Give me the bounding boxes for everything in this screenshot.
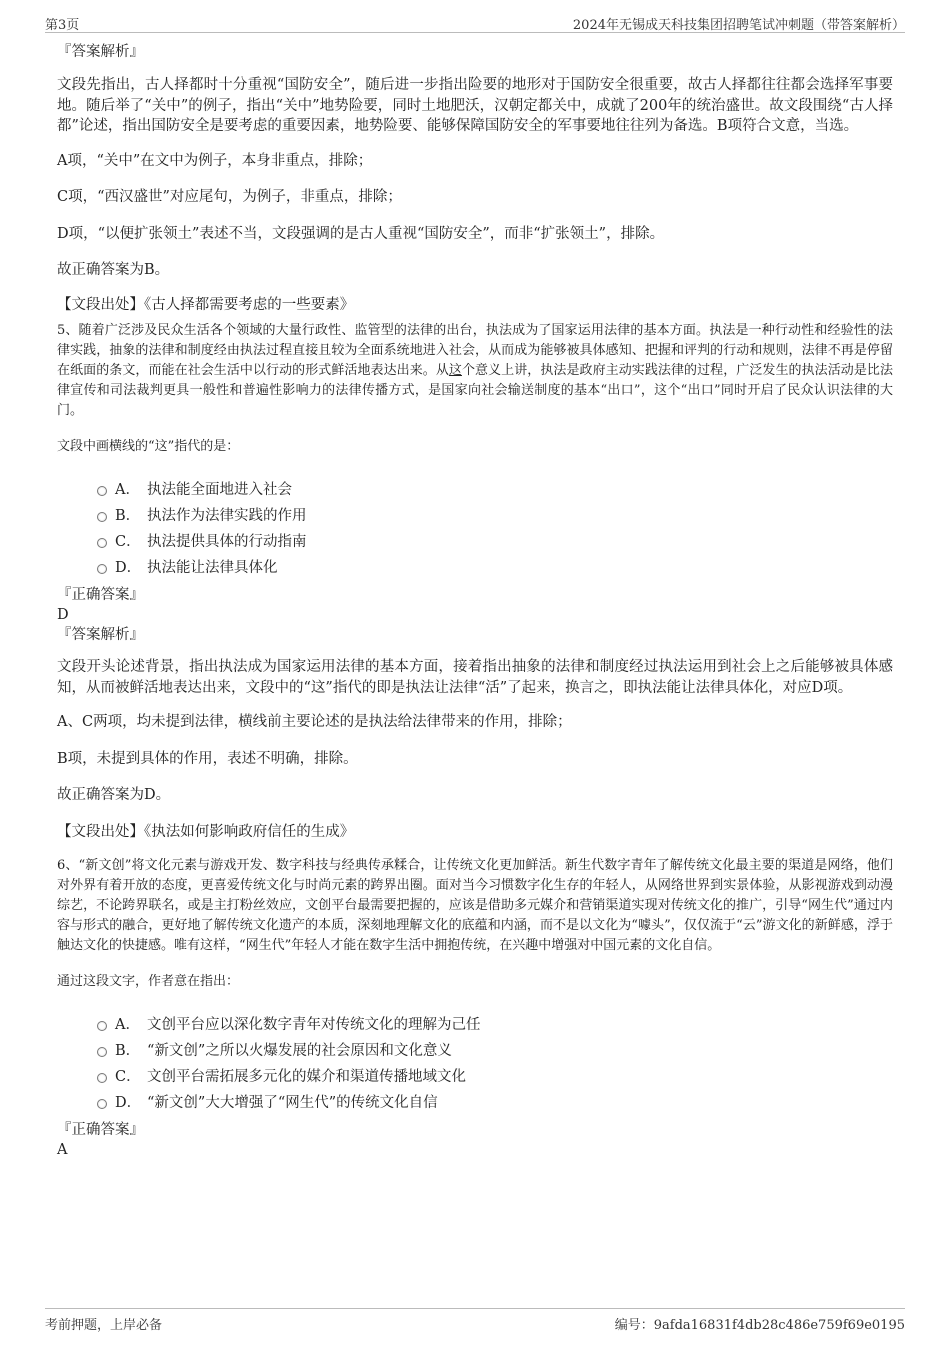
option-c[interactable]: C． 文创平台需拓展多元化的媒介和渠道传播地域文化 [57,1064,893,1090]
option-a[interactable]: A． 执法能全面地进入社会 [57,477,893,503]
analysis-line: 故正确答案为D。 [57,787,171,803]
analysis-line: B项，未提到具体的作用，表述不明确，排除。 [57,750,358,767]
radio-icon[interactable] [97,538,107,548]
question-6-options [57,1012,893,1116]
underlined-word: 这 [448,363,462,378]
radio-icon[interactable] [97,1047,107,1057]
radio-icon[interactable] [97,512,107,522]
document-title: 2024年无锡成天科技集团招聘笔试冲刺题（带答案解析） [572,18,905,33]
analysis-text: 文段先指出，古人择都时十分重视“国防安全”，随后进一步指出险要的地形对于国防安全很重要，故古人择都往往都会选择军事要地。随后举了“关中”的例子，指出“关中”地势险要，同时土地肥沃，汉朝定都关中，成就了200年的统治盛世。故文段围绕“古人择都”论述，指出国防安全是要考虑的重要因素，地势险要、能够保障国防安全的军事要地往往列为备选。B项符合文意，当选。 [57,77,893,134]
option-b[interactable]: B． 执法作为法律实践的作用 [57,503,893,529]
question-6-prompt: 通过这段文字，作者意在指出： [57,974,240,989]
correct-answer-label: 『正确答案』 [57,1122,144,1138]
page-footer [45,1308,905,1333]
analysis-line: A、C两项，均未提到法律，横线前主要论述的是执法给法律带来的作用，排除； [57,714,572,730]
analysis-label: 『答案解析』 [57,627,144,643]
option-a[interactable]: A． 文创平台应以深化数字青年对传统文化的理解为己任 [57,1012,893,1038]
correct-answer: D [57,607,69,623]
footer-slogan: 考前押题，上岸必备 [45,1318,163,1333]
question-5-options [57,477,893,581]
analysis-line: C项，“西汉盛世”对应尾句，为例子，非重点，排除； [57,189,402,205]
document-id: 编号：9afda16831f4db28c486e759f69e0195 [614,1318,905,1333]
analysis-line: D项，“以便扩张领土”表述不当，文段强调的是古人重视“国防安全”，而非“扩张领土”，排除。 [57,225,665,242]
page-number: 第3页 [45,18,80,33]
correct-answer: A [57,1142,68,1158]
analysis-text: 文段开头论述背景，指出执法成为国家运用法律的基本方面，接着指出抽象的法律和制度经过执法运用到社会上之后能够被具体感知，从而被鲜活地表达出来，文段中的“这”指代的即是执法让法律“活”了起来，换言之，即执法能让法律具体化，对应D项。 [57,659,893,696]
analysis-line: 故正确答案为B。 [57,262,170,278]
analysis-line: A项，“关中”在文中为例子，本身非重点，排除； [57,152,373,169]
option-c[interactable]: C． 执法提供具体的行动指南 [57,529,893,555]
radio-icon[interactable] [97,1021,107,1031]
radio-icon[interactable] [97,486,107,496]
radio-icon[interactable] [97,1073,107,1083]
option-d[interactable]: D． “新文创”大大增强了“网生代”的传统文化自信 [57,1090,893,1116]
option-d[interactable]: D． 执法能让法律具体化 [57,555,893,581]
source-citation: 【文段出处】《古人择都需要考虑的一些要素》 [57,296,355,313]
question-5-text: 5、随着广泛涉及民众生活各个领域的大量行政性、监管型的法律的出台，执法成为了国家运用法律的基本方面。执法是一种行动性和经验性的法律实践，抽象的法律和制度经由执法过程直接且较为全面系统地进入社会，从而成为能够被具体感知、把握和评判的行动和规则，法律不再是停留在纸面的条文，而能在社会生活中以行动的形式鲜活地表达出来。从这个意义上讲，执法是政府主动实践法律的过程，广泛发生的执法活动是比法律宣传和司法裁判更具一般性和普遍性影响力的法律传播方式，是国家向社会输送制度的基本“出口”，这个“出口”同时开启了民众认识法律的大门。 [57,323,893,418]
source-citation: 【文段出处】《执法如何影响政府信任的生成》 [57,823,355,840]
correct-answer-label: 『正确答案』 [57,587,144,603]
option-b[interactable]: B． “新文创”之所以火爆发展的社会原因和文化意义 [57,1038,893,1064]
page-content [57,42,893,1160]
radio-icon[interactable] [97,1099,107,1109]
question-5-prompt: 文段中画横线的“这”指代的是： [57,439,240,454]
page-header [45,12,905,33]
question-6-text: 6、“新文创”将文化元素与游戏开发、数字科技与经典传承糅合，让传统文化更加鲜活。新生代数字青年了解传统文化最主要的渠道是网络，他们对外界有着开放的态度，更喜爱传统文化与时尚元素的跨界出圈。面对当今习惯数字化生存的年轻人，从网络世界到实景体验，从影视游戏到动漫综艺，不论跨界联名，或是主打粉丝效应，文创平台最需要把握的，应该是借助多元媒介和营销渠道实现对传统文化的推广，引导“网生代”通过内容与形式的融合，更好地了解传统文化遗产的本质，深刻地理解文化的底蕴和内涵，而不是以文化为“噱头”，仅仅流于“云”游文化的新鲜感，浮于触达文化的快捷感。唯有这样，“网生代”年轻人才能在数字生活中拥抱传统，在兴趣中增强对中国元素的文化自信。 [57,858,893,953]
analysis-label: 『答案解析』 [57,44,144,60]
radio-icon[interactable] [97,564,107,574]
